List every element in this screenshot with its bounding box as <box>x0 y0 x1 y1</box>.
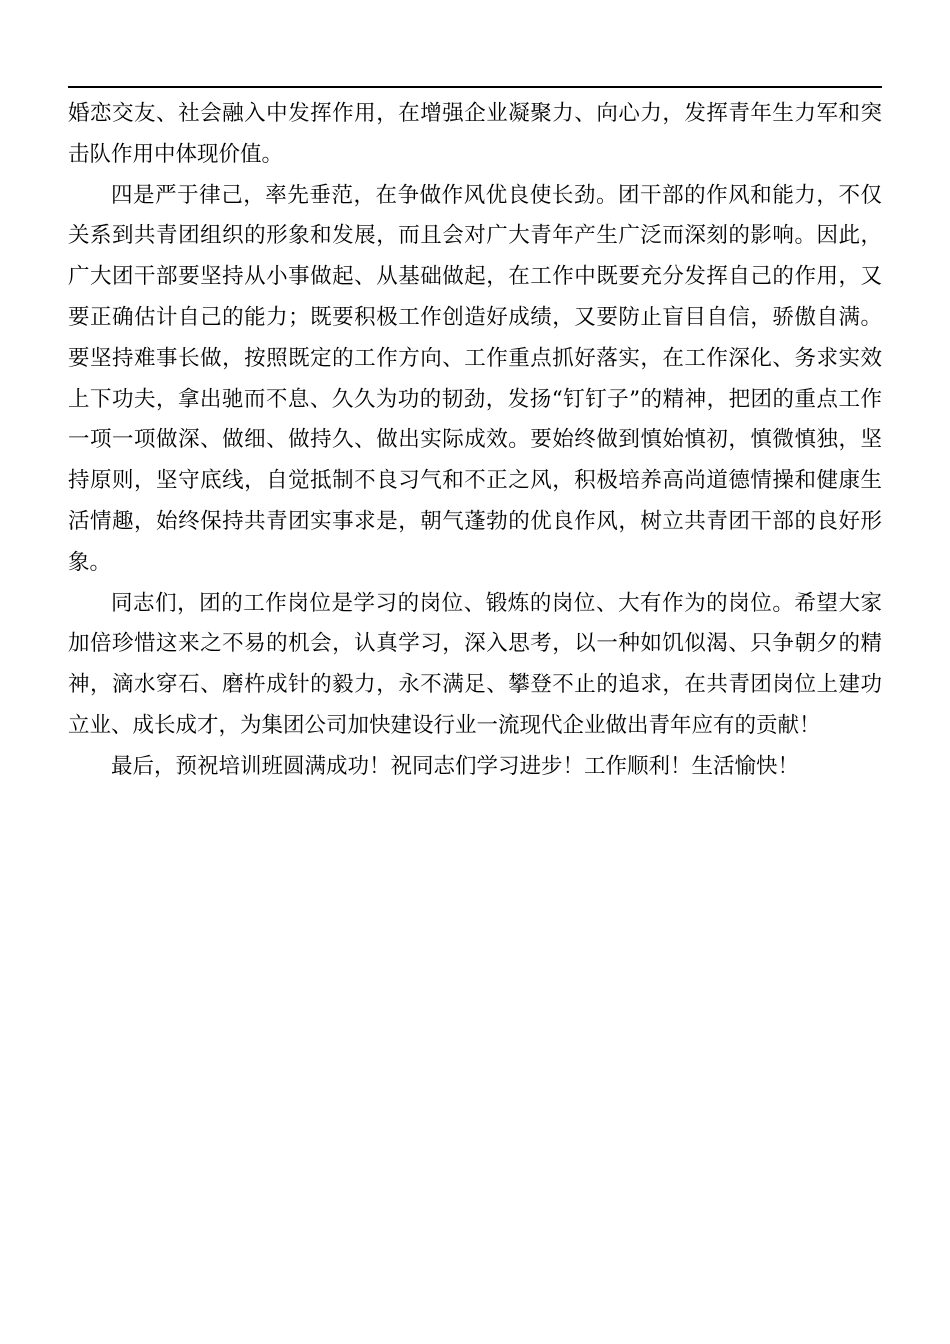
paragraph-point-four: 四是严于律己，率先垂范，在争做作风优良使长劲。团干部的作风和能力，不仅关系到共青团组织的形象和发展，而且会对广大青年产生广泛而深刻的影响。因此，广大团干部要坚持从小事做起、从基础做起，在工作中既要充分发挥自己的作用，又要正确估计自己的能力；既要积极工作创造好成绩，又要防止盲目自信，骄傲自满。要坚持难事长做，按照既定的工作方向、工作重点抓好落实，在工作深化、务求实效上下功夫，拿出驰而不息、久久为功的韧劲，发扬“钉钉子”的精神，把团的重点工作一项一项做深、做细、做持久、做出实际成效。要始终做到慎始慎初，慎微慎独，坚持原则，坚守底线，自觉抵制不良习气和不正之风，积极培养高尚道德情操和健康生活情趣，始终保持共青团实事求是，朝气蓬勃的优良作风，树立共青团干部的良好形象。 <box>68 182 882 575</box>
header-rule <box>68 86 882 88</box>
paragraph-continuation: 婚恋交友、社会融入中发挥作用，在增强企业凝聚力、向心力，发挥青年生力军和突击队作用中体现价值。 <box>68 101 882 167</box>
document-page <box>68 86 882 788</box>
paragraph-closing: 最后，预祝培训班圆满成功！祝同志们学习进步！工作顺利！生活愉快！ <box>111 753 800 779</box>
paragraph-comrades: 同志们，团的工作岗位是学习的岗位、锻炼的岗位、大有作为的岗位。希望大家加倍珍惜这来之不易的机会，认真学习，深入思考，以一种如饥似渴、只争朝夕的精神，滴水穿石、磨杵成针的毅力，永不满足、攀登不止的追求，在共青团岗位上建功立业、成长成才，为集团公司加快建设行业一流现代企业做出青年应有的贡献！ <box>68 590 882 738</box>
